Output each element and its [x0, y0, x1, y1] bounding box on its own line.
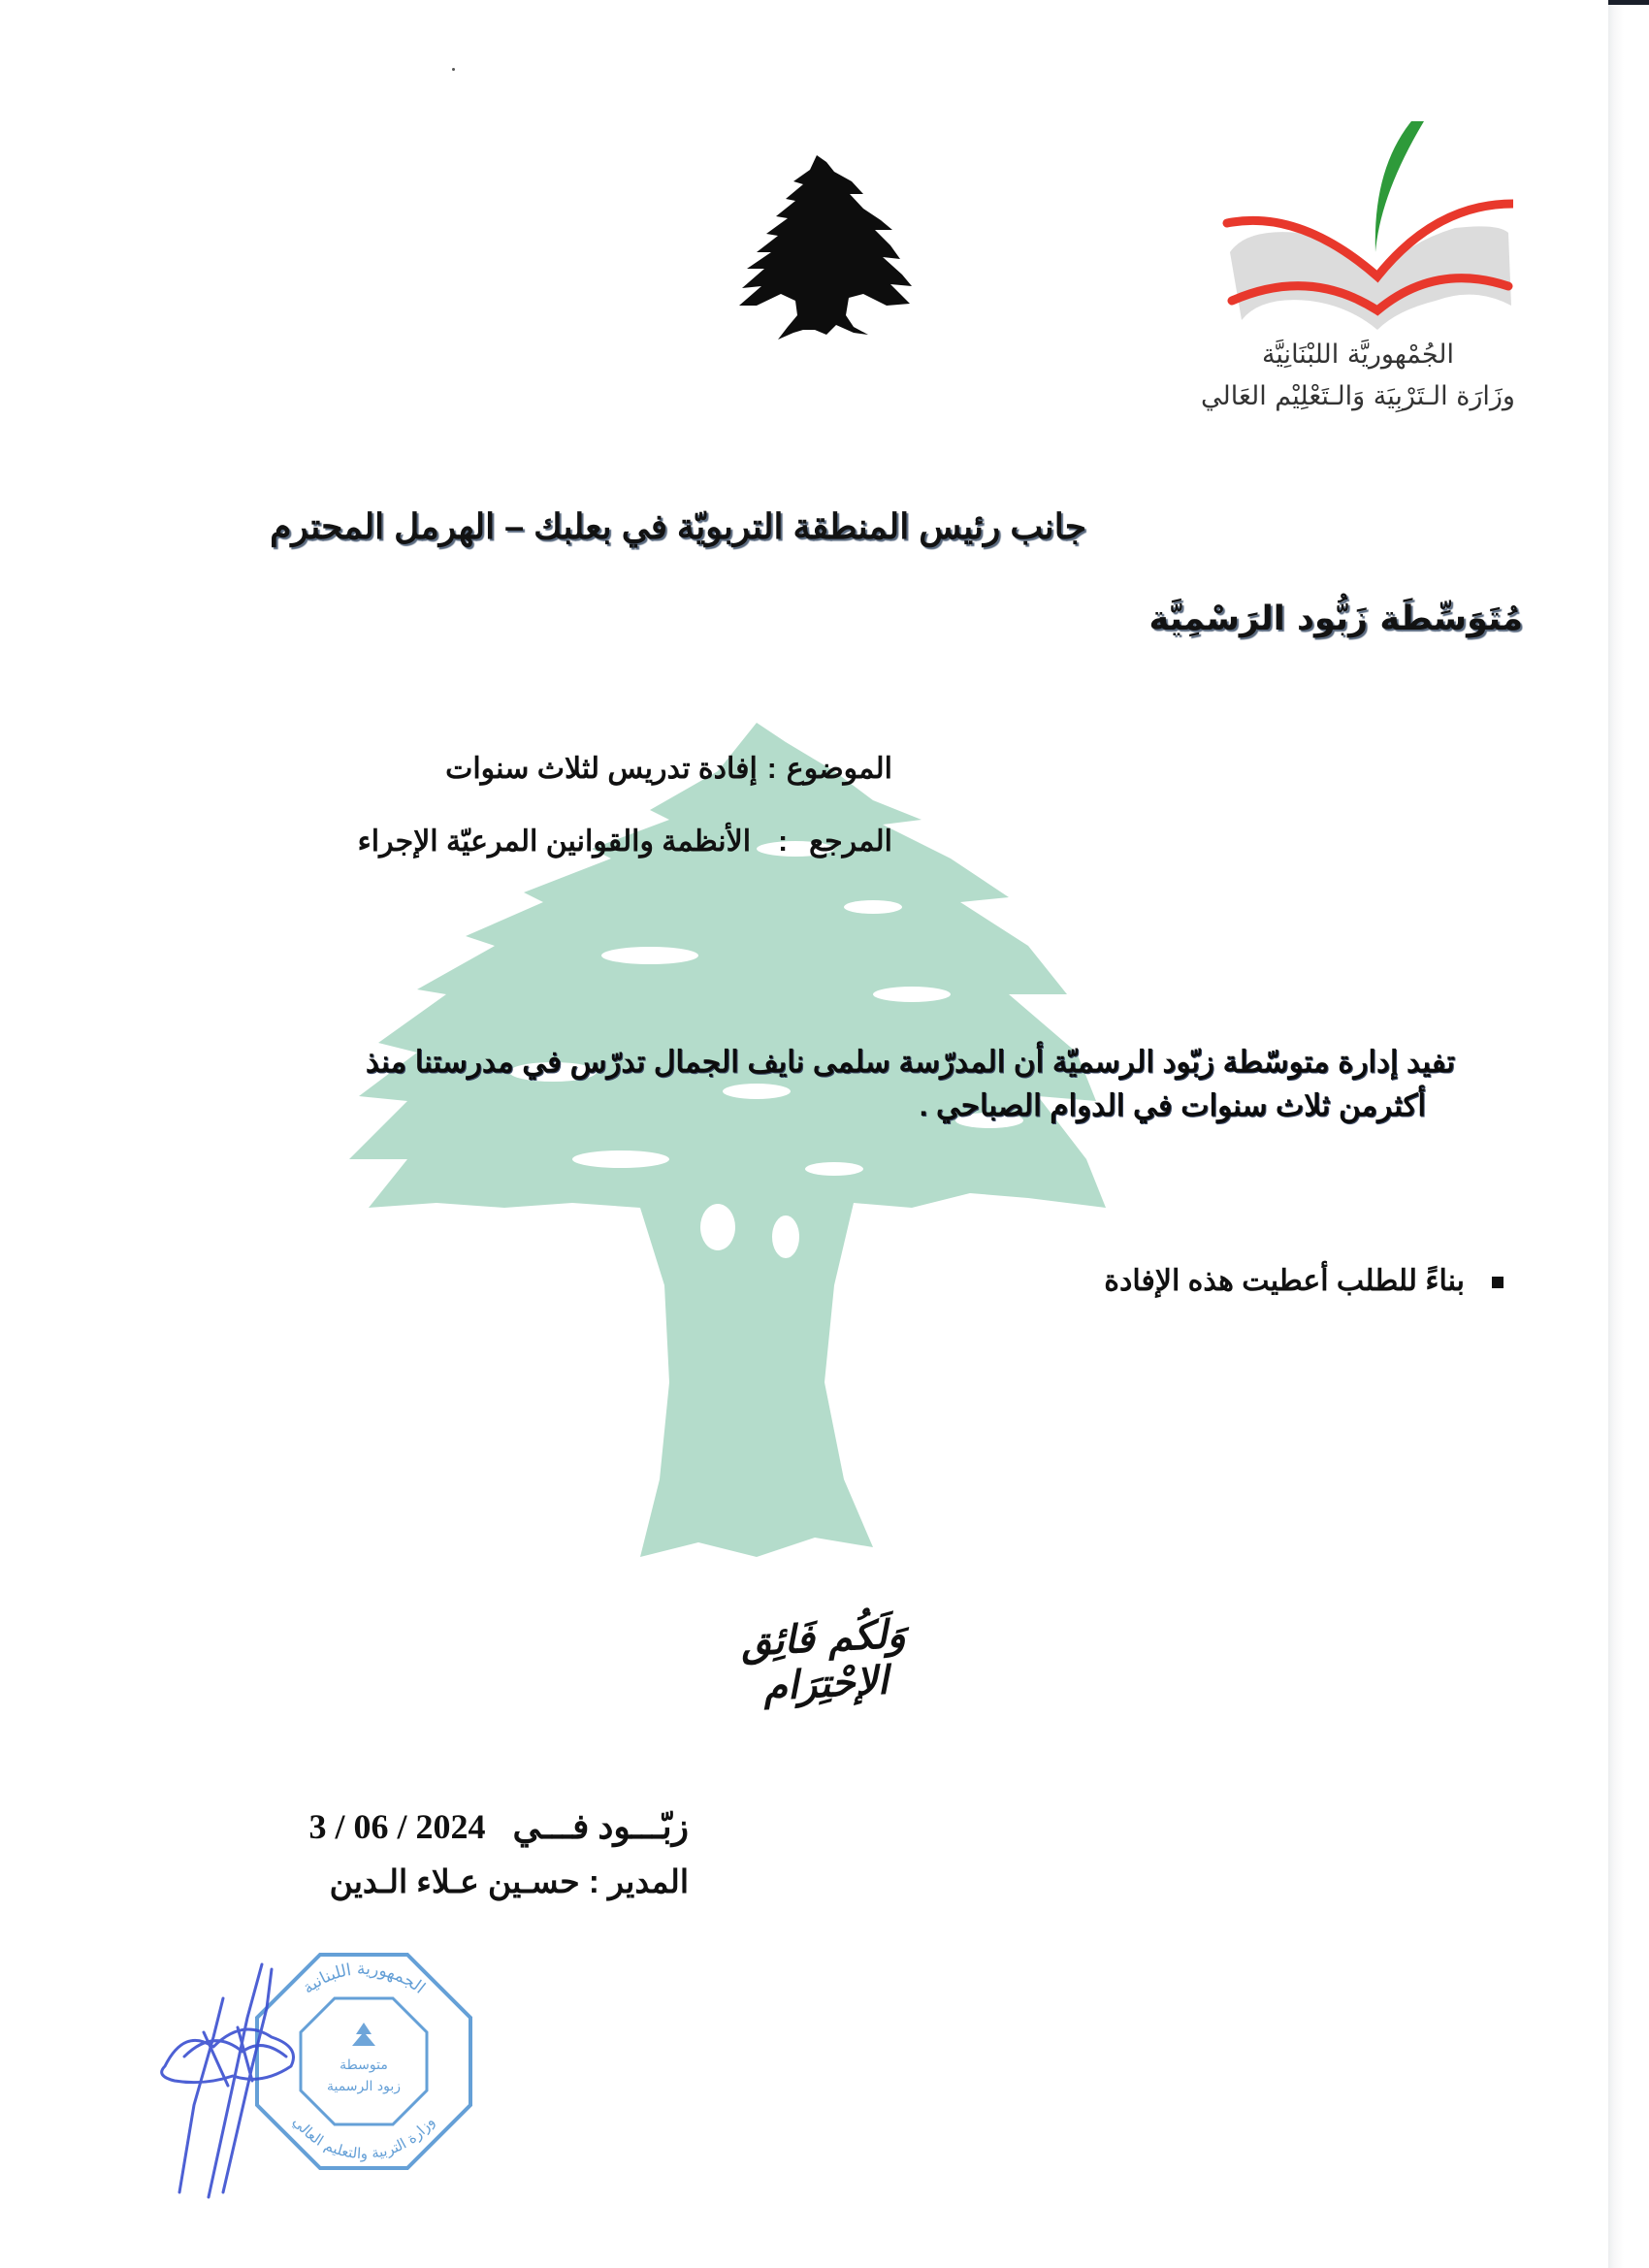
reference-separator: : — [778, 826, 789, 858]
bullet-item — [1018, 1264, 1504, 1298]
reference-value: الأنظمة والقوانين المرعيّة الإجراء — [357, 826, 752, 858]
stamp-inner-line-2: زبود الرسمية — [326, 2079, 402, 2094]
scan-edge-bar — [1608, 0, 1649, 5]
date-label: زبّـــود فـــي — [512, 1807, 689, 1846]
subject-row — [252, 752, 892, 786]
reference-row — [252, 825, 892, 859]
body-paragraph — [194, 1040, 1455, 1127]
director-name: حسـين عـلاء الـدين — [329, 1863, 580, 1899]
subject-separator: : — [766, 753, 777, 785]
director-label: المدير : — [588, 1863, 689, 1899]
scan-edge — [1608, 0, 1649, 2268]
recipient-line: جانب رئيس المنطقة التربويّة في بعلبك – الهرمل المحترم — [270, 506, 1086, 546]
cedar-tree-icon — [718, 150, 922, 344]
square-bullet-icon — [1492, 1277, 1504, 1288]
date-value: 3 / 06 / 2024 — [308, 1807, 486, 1846]
subject-value: إفادة تدريس لثلاث سنوات — [445, 753, 758, 785]
stamp-cedar-icon — [352, 2023, 375, 2046]
body-line-2: أكثرمن ثلاث سنوات في الدوام الصباحي . — [919, 1088, 1426, 1122]
stamp-inner-line-1: متوسطة — [340, 2057, 388, 2073]
body-line-1: تفيد إدارة متوسّطة زبّود الرسميّة أن المدرّسة سلمى نايف الجمال تدرّس في مدرستنا منذ — [365, 1045, 1455, 1079]
signature — [155, 1960, 310, 2202]
closing-phrase: وَلَكُم فَائِق الإحْتِرَام — [739, 1610, 907, 1710]
reference-label: المرجع — [809, 826, 892, 858]
country-name: الجُمْهوريَّة اللبْنَانِيَّة — [1261, 340, 1455, 370]
stamp-outer-bottom: وزارة التربية والتعليم العالي — [289, 2113, 438, 2163]
ministry-name: وزَارَة الـتَرْبِيَة وَالـتَعْلِيْم العَالي — [1201, 381, 1515, 411]
date-line — [165, 1806, 689, 1847]
stamp-outer-top: الجمهورية اللبنانية — [299, 1959, 429, 1998]
ministry-logo — [1183, 112, 1533, 432]
open-book-with-leaf-icon — [1203, 112, 1513, 335]
scan-speck — [452, 68, 455, 71]
bullet-text: بناءً للطلب أعطيت هذه الإفادة — [1104, 1265, 1465, 1297]
sender-school-name: مُتَوَسِّطَة زَبُّود الرَسْمِيَّة — [1148, 599, 1523, 638]
director-line — [155, 1863, 689, 1900]
subject-label: الموضوع — [786, 753, 892, 785]
